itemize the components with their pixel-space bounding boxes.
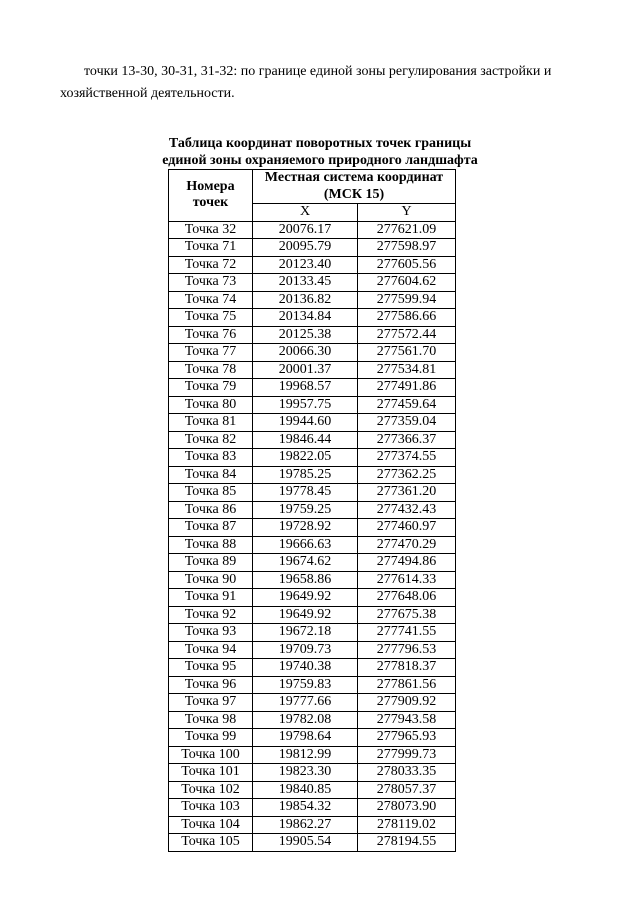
point-cell: Точка 86	[169, 501, 253, 519]
y-cell: 277909.92	[358, 694, 456, 712]
point-cell: Точка 102	[169, 781, 253, 799]
table-row	[169, 239, 456, 257]
x-cell: 19812.99	[253, 746, 358, 764]
y-cell: 277818.37	[358, 659, 456, 677]
table-row	[169, 256, 456, 274]
x-cell: 19728.92	[253, 519, 358, 537]
y-cell: 277861.56	[358, 676, 456, 694]
y-cell: 277741.55	[358, 624, 456, 642]
table-row	[169, 519, 456, 537]
x-cell: 19798.64	[253, 729, 358, 747]
header-coordinate-system-line-2: (МСК 15)	[323, 186, 385, 202]
point-cell: Точка 91	[169, 589, 253, 607]
point-cell: Точка 82	[169, 431, 253, 449]
table-row	[169, 659, 456, 677]
x-cell: 19840.85	[253, 781, 358, 799]
point-cell: Точка 85	[169, 484, 253, 502]
table-row	[169, 641, 456, 659]
y-cell: 277459.64	[358, 396, 456, 414]
table-row	[169, 711, 456, 729]
point-cell: Точка 81	[169, 414, 253, 432]
x-cell: 19854.32	[253, 799, 358, 817]
point-cell: Точка 78	[169, 361, 253, 379]
point-cell: Точка 92	[169, 606, 253, 624]
point-cell: Точка 94	[169, 641, 253, 659]
table-row	[169, 449, 456, 467]
y-cell: 277361.20	[358, 484, 456, 502]
table-row	[169, 361, 456, 379]
header-point-numbers-line-1: Номера	[186, 178, 235, 194]
y-cell: 277572.44	[358, 326, 456, 344]
x-cell: 19778.45	[253, 484, 358, 502]
x-cell: 19823.30	[253, 764, 358, 782]
x-cell: 20133.45	[253, 274, 358, 292]
y-cell: 277599.94	[358, 291, 456, 309]
table-row	[169, 589, 456, 607]
intro-paragraph-text: точки 13-30, 30-31, 31-32: по границе единой зоны регулирования застройки и хозяйственной деятельности.	[60, 64, 552, 101]
point-cell: Точка 93	[169, 624, 253, 642]
point-cell: Точка 98	[169, 711, 253, 729]
table-row	[169, 274, 456, 292]
point-cell: Точка 80	[169, 396, 253, 414]
y-cell: 277648.06	[358, 589, 456, 607]
x-cell: 20095.79	[253, 239, 358, 257]
table-header-row	[169, 170, 456, 204]
table-row	[169, 781, 456, 799]
table-row	[169, 414, 456, 432]
y-cell: 277586.66	[358, 309, 456, 327]
y-cell: 277432.43	[358, 501, 456, 519]
x-cell: 19777.66	[253, 694, 358, 712]
table-row	[169, 396, 456, 414]
y-cell: 277614.33	[358, 571, 456, 589]
x-cell: 19672.18	[253, 624, 358, 642]
table-title	[100, 135, 540, 169]
table-body	[169, 221, 456, 851]
x-cell: 19666.63	[253, 536, 358, 554]
x-cell: 19785.25	[253, 466, 358, 484]
table-row	[169, 326, 456, 344]
point-cell: Точка 72	[169, 256, 253, 274]
x-cell: 19822.05	[253, 449, 358, 467]
table-row	[169, 466, 456, 484]
x-cell: 19905.54	[253, 834, 358, 852]
table-row	[169, 676, 456, 694]
point-cell: Точка 100	[169, 746, 253, 764]
point-cell: Точка 96	[169, 676, 253, 694]
table-row	[169, 291, 456, 309]
table-row	[169, 554, 456, 572]
point-cell: Точка 84	[169, 466, 253, 484]
table-row	[169, 484, 456, 502]
header-x: X	[253, 204, 358, 222]
point-cell: Точка 103	[169, 799, 253, 817]
point-cell: Точка 88	[169, 536, 253, 554]
y-cell: 278194.55	[358, 834, 456, 852]
table-row	[169, 309, 456, 327]
x-cell: 20125.38	[253, 326, 358, 344]
table-row	[169, 344, 456, 362]
x-cell: 20001.37	[253, 361, 358, 379]
point-cell: Точка 75	[169, 309, 253, 327]
point-cell: Точка 32	[169, 221, 253, 239]
table-row	[169, 571, 456, 589]
x-cell: 20076.17	[253, 221, 358, 239]
x-cell: 19740.38	[253, 659, 358, 677]
table-row	[169, 221, 456, 239]
y-cell: 277534.81	[358, 361, 456, 379]
y-cell: 277362.25	[358, 466, 456, 484]
y-cell: 277675.38	[358, 606, 456, 624]
point-cell: Точка 77	[169, 344, 253, 362]
y-cell: 277999.73	[358, 746, 456, 764]
x-cell: 19658.86	[253, 571, 358, 589]
y-cell: 277796.53	[358, 641, 456, 659]
header-coordinate-system-line-1: Местная система координат	[264, 170, 444, 185]
table-title-line-2: единой зоны охраняемого природного ландшафта	[162, 153, 478, 168]
table-row	[169, 746, 456, 764]
y-cell: 278033.35	[358, 764, 456, 782]
y-cell: 277359.04	[358, 414, 456, 432]
y-cell: 277561.70	[358, 344, 456, 362]
x-cell: 20136.82	[253, 291, 358, 309]
intro-paragraph	[60, 61, 590, 105]
table-row	[169, 606, 456, 624]
header-point-numbers-line-2: точек	[192, 195, 229, 211]
point-cell: Точка 76	[169, 326, 253, 344]
coordinates-table	[168, 169, 456, 852]
point-cell: Точка 71	[169, 239, 253, 257]
y-cell: 278119.02	[358, 816, 456, 834]
x-cell: 19759.83	[253, 676, 358, 694]
point-cell: Точка 89	[169, 554, 253, 572]
table-row	[169, 816, 456, 834]
point-cell: Точка 105	[169, 834, 253, 852]
x-cell: 20123.40	[253, 256, 358, 274]
header-point-numbers	[169, 170, 253, 222]
y-cell: 277604.62	[358, 274, 456, 292]
x-cell: 19759.25	[253, 501, 358, 519]
point-cell: Точка 104	[169, 816, 253, 834]
table-row	[169, 624, 456, 642]
y-cell: 277366.37	[358, 431, 456, 449]
table-row	[169, 834, 456, 852]
table-row	[169, 536, 456, 554]
y-cell: 277460.97	[358, 519, 456, 537]
y-cell: 277621.09	[358, 221, 456, 239]
y-cell: 277491.86	[358, 379, 456, 397]
x-cell: 19649.92	[253, 589, 358, 607]
table-row	[169, 764, 456, 782]
header-coordinate-system	[253, 170, 456, 204]
y-cell: 278073.90	[358, 799, 456, 817]
point-cell: Точка 83	[169, 449, 253, 467]
table-row	[169, 694, 456, 712]
point-cell: Точка 87	[169, 519, 253, 537]
table-row	[169, 431, 456, 449]
x-cell: 20066.30	[253, 344, 358, 362]
x-cell: 19709.73	[253, 641, 358, 659]
y-cell: 277943.58	[358, 711, 456, 729]
x-cell: 20134.84	[253, 309, 358, 327]
point-cell: Точка 74	[169, 291, 253, 309]
x-cell: 19862.27	[253, 816, 358, 834]
point-cell: Точка 79	[169, 379, 253, 397]
point-cell: Точка 97	[169, 694, 253, 712]
y-cell: 277605.56	[358, 256, 456, 274]
x-cell: 19846.44	[253, 431, 358, 449]
point-cell: Точка 101	[169, 764, 253, 782]
table-row	[169, 729, 456, 747]
point-cell: Точка 73	[169, 274, 253, 292]
y-cell: 277494.86	[358, 554, 456, 572]
y-cell: 277965.93	[358, 729, 456, 747]
x-cell: 19649.92	[253, 606, 358, 624]
y-cell: 277470.29	[358, 536, 456, 554]
point-cell: Точка 99	[169, 729, 253, 747]
y-cell: 278057.37	[358, 781, 456, 799]
header-y: Y	[358, 204, 456, 222]
x-cell: 19674.62	[253, 554, 358, 572]
table-title-line-1: Таблица координат поворотных точек границы	[168, 136, 472, 151]
x-cell: 19968.57	[253, 379, 358, 397]
x-cell: 19957.75	[253, 396, 358, 414]
point-cell: Точка 95	[169, 659, 253, 677]
table-row	[169, 501, 456, 519]
point-cell: Точка 90	[169, 571, 253, 589]
y-cell: 277598.97	[358, 239, 456, 257]
table-row	[169, 799, 456, 817]
x-cell: 19782.08	[253, 711, 358, 729]
x-cell: 19944.60	[253, 414, 358, 432]
table-row	[169, 379, 456, 397]
y-cell: 277374.55	[358, 449, 456, 467]
